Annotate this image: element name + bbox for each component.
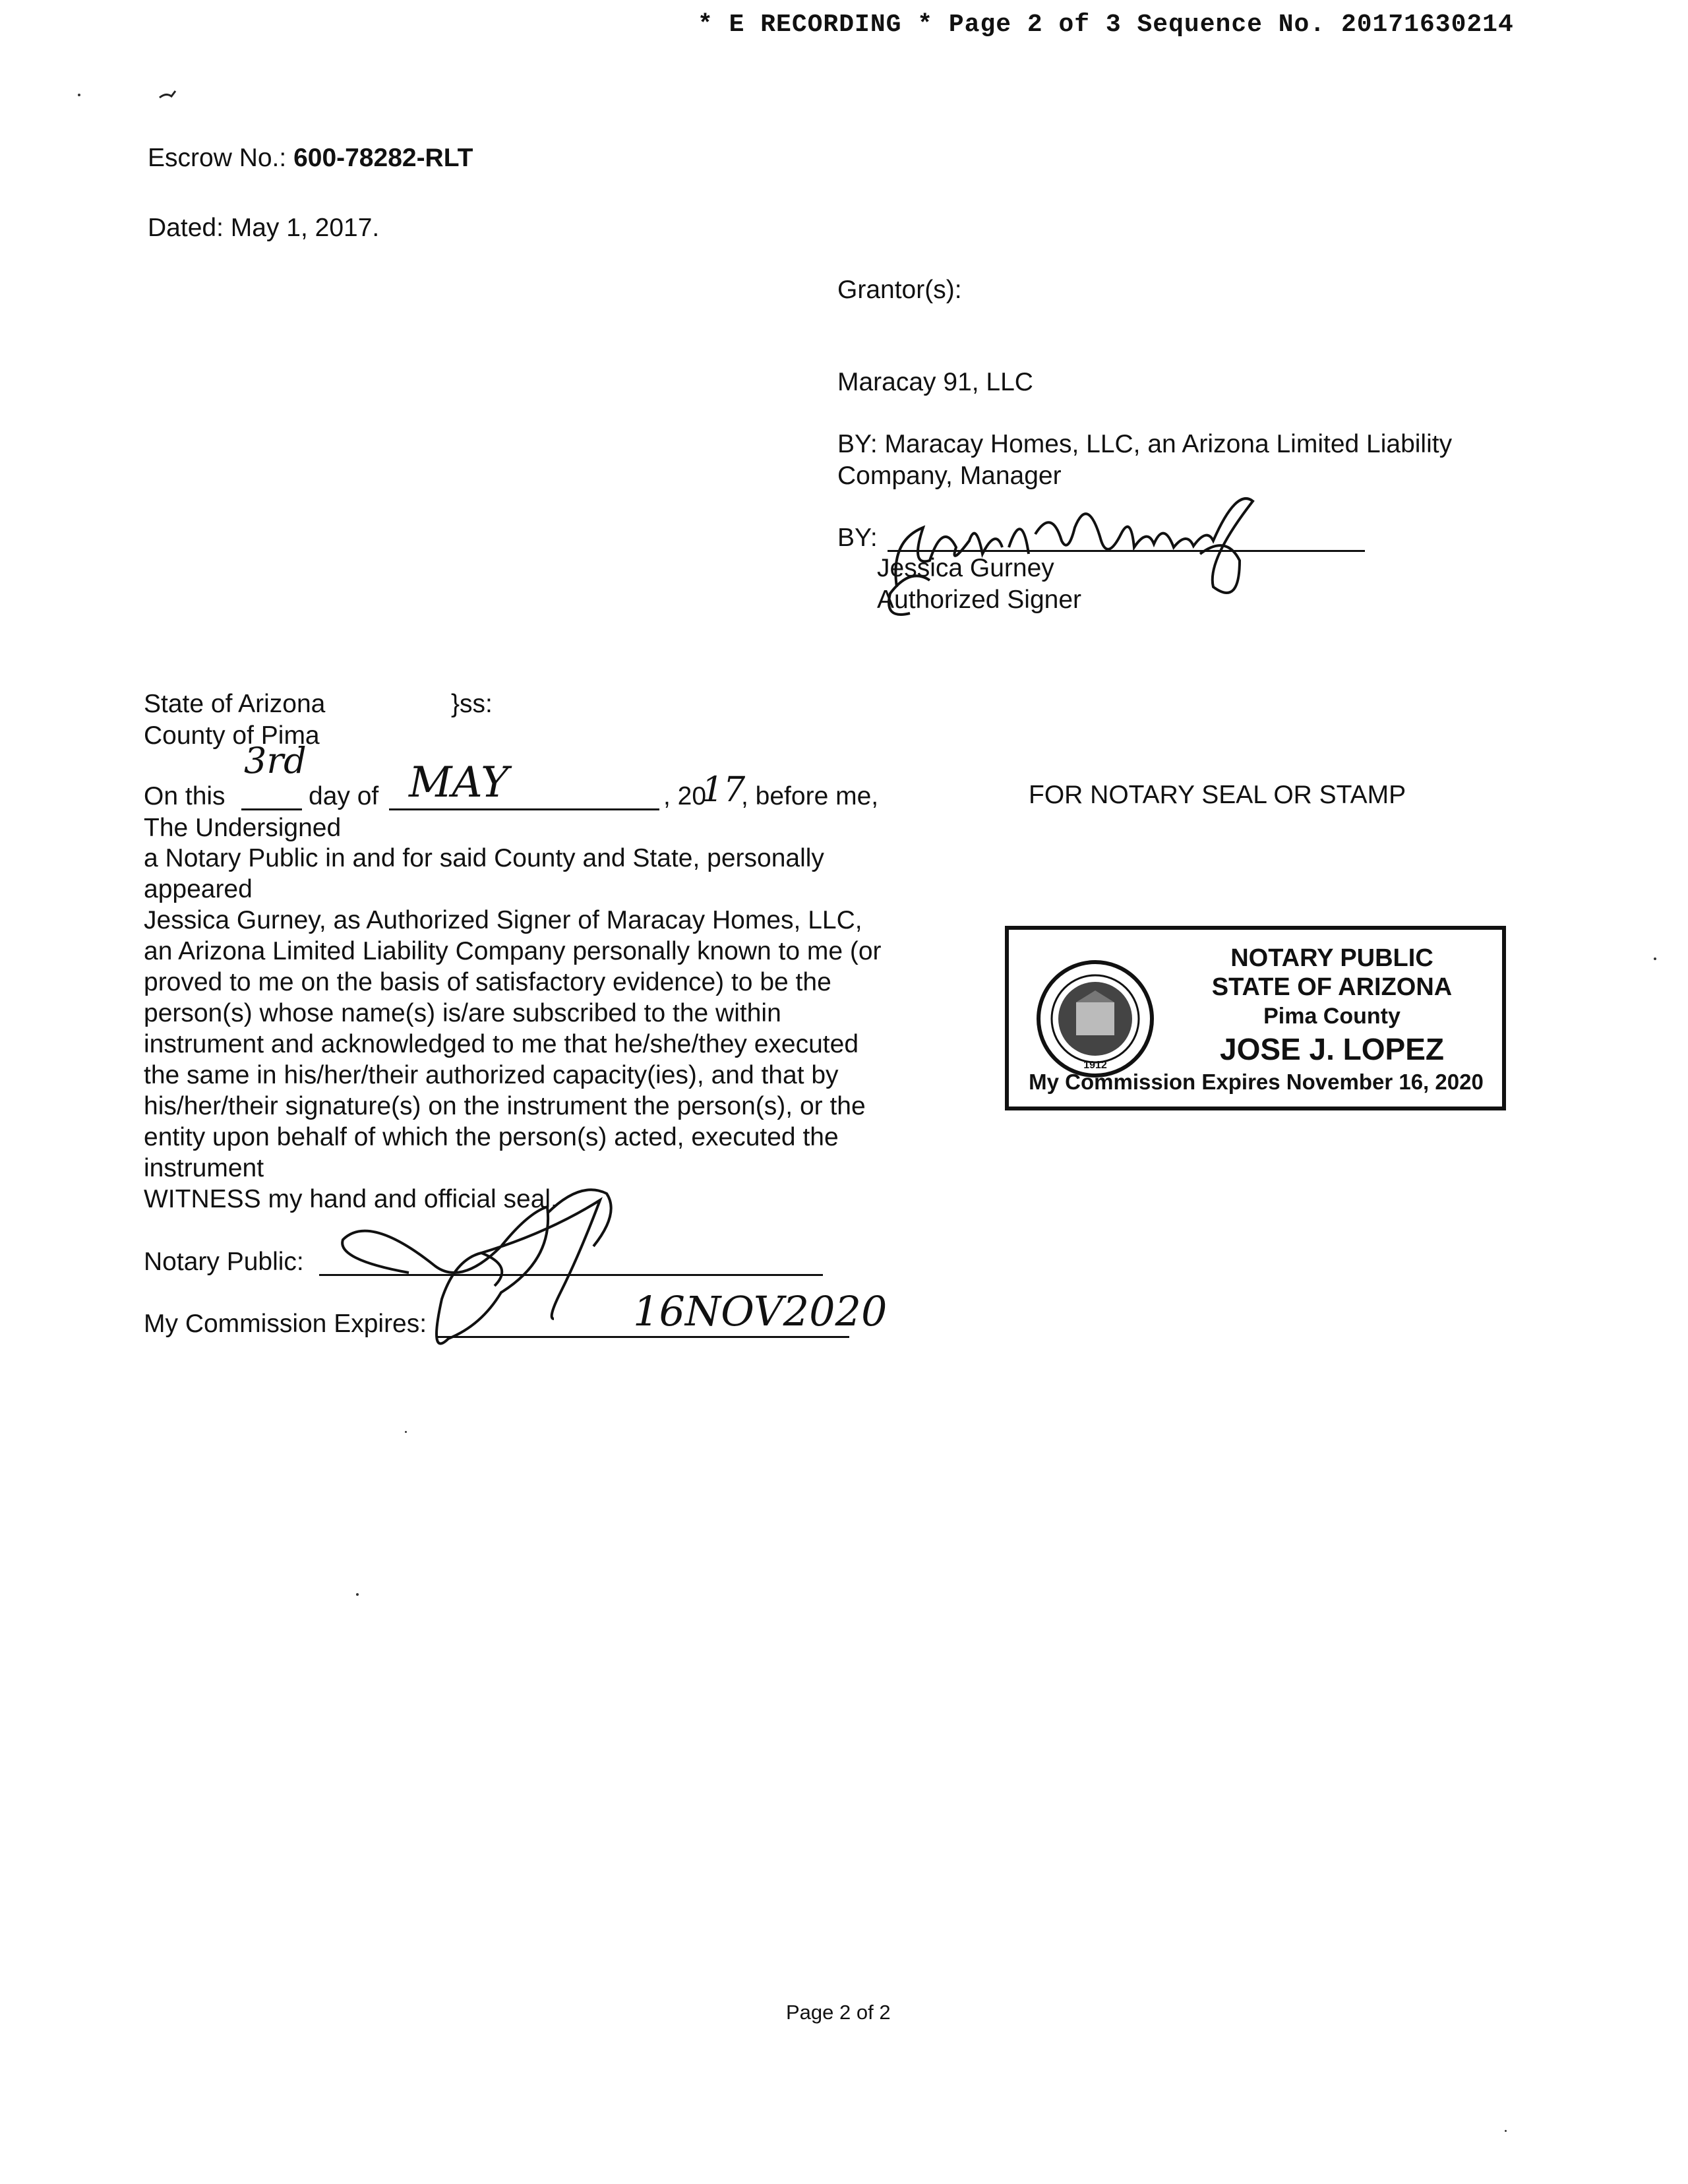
grantor-signer-name: Jessica Gurney — [877, 554, 1054, 582]
dated-value: May 1, 2017. — [230, 214, 380, 242]
ack-line: the same in his/her/their authorized capacity(ies), and that by — [144, 1061, 839, 1089]
ack-year-prefix: , 20 — [663, 782, 707, 810]
ack-month-handwritten: MAY — [409, 758, 509, 807]
ack-line: an Arizona Limited Liability Company personally known to me (or — [144, 937, 882, 965]
svg-text:1912: 1912 — [1083, 1060, 1107, 1071]
grantor-by-line-1: BY: Maracay Homes, LLC, an Arizona Limited Liability — [837, 430, 1453, 458]
ack-undersigned: The Undersigned — [144, 814, 342, 842]
ack-line: instrument — [144, 1154, 264, 1182]
ack-line: appeared — [144, 875, 253, 903]
grantor-heading: Grantor(s): — [837, 276, 962, 304]
seal-area-heading: FOR NOTARY SEAL OR STAMP — [1029, 781, 1406, 809]
grantor-by-line-2: Company, Manager — [837, 462, 1062, 490]
grantor-entity: Maracay 91, LLC — [837, 368, 1033, 396]
escrow-label: Escrow No.: — [148, 144, 287, 172]
grantor-signature — [870, 481, 1253, 633]
notary-public-label: Notary Public: — [144, 1248, 304, 1276]
escrow-line — [148, 142, 473, 173]
scan-speck — [405, 1431, 407, 1433]
grantor-by-label: BY: — [837, 524, 878, 552]
scan-mark-icon — [158, 87, 185, 103]
stamp-line-1: NOTARY PUBLIC — [1230, 944, 1433, 972]
ack-day-of: day of — [309, 782, 379, 810]
venue-ss: }ss: — [451, 690, 493, 718]
scan-speck — [78, 94, 80, 96]
stamp-expiration: My Commission Expires November 16, 2020 — [1029, 1070, 1484, 1094]
ack-line: instrument and acknowledged to me that he/she/they executed — [144, 1030, 859, 1058]
venue-state: State of Arizona — [144, 690, 326, 718]
scan-speck — [1654, 957, 1656, 960]
ack-month-line — [389, 808, 659, 810]
scan-speck — [356, 1593, 359, 1596]
grantor-signer-title: Authorized Signer — [877, 586, 1082, 614]
ack-line: his/her/their signature(s) on the instrument the person(s), or the — [144, 1092, 866, 1120]
scan-speck — [1505, 2130, 1507, 2132]
ack-day-handwritten: 3rd — [244, 740, 307, 781]
ack-day-line — [241, 808, 302, 810]
dated-label: Dated: — [148, 214, 224, 242]
ack-year-handwritten: 17 — [702, 770, 746, 810]
notary-stamp — [1005, 926, 1506, 1110]
commission-handwritten: 16NOV2020 — [633, 1287, 888, 1335]
ack-witness: WITNESS my hand and official seal. — [144, 1185, 558, 1213]
recording-header: * E RECORDING * Page 2 of 3 Sequence No. 20171630214 — [698, 11, 1514, 39]
ack-line: person(s) whose name(s) is/are subscribed to the within — [144, 999, 781, 1027]
stamp-notary-name: JOSE J. LOPEZ — [1220, 1032, 1444, 1066]
ack-on-this: On this — [144, 782, 226, 810]
stamp-line-2: STATE OF ARIZONA — [1211, 973, 1453, 1001]
notary-signature — [330, 1161, 686, 1372]
commission-label: My Commission Expires: — [144, 1310, 427, 1338]
ack-line: entity upon behalf of which the person(s) acted, executed the — [144, 1123, 839, 1151]
stamp-line-3: Pima County — [1263, 1004, 1401, 1029]
ack-line: a Notary Public in and for said County and State, personally — [144, 844, 824, 872]
venue-county: County of Pima — [144, 721, 320, 750]
ack-line: Jessica Gurney, as Authorized Signer of Maracay Homes, LLC, — [144, 906, 862, 934]
page-number: Page 2 of 2 — [786, 2001, 891, 2024]
ack-line: proved to me on the basis of satisfactory evidence) to be the — [144, 968, 831, 996]
great-seal-of-arizona-icon — [1033, 956, 1158, 1081]
escrow-number: 600-78282-RLT — [293, 144, 473, 172]
dated-line — [148, 212, 379, 243]
ack-before-me: , before me, — [741, 782, 879, 810]
